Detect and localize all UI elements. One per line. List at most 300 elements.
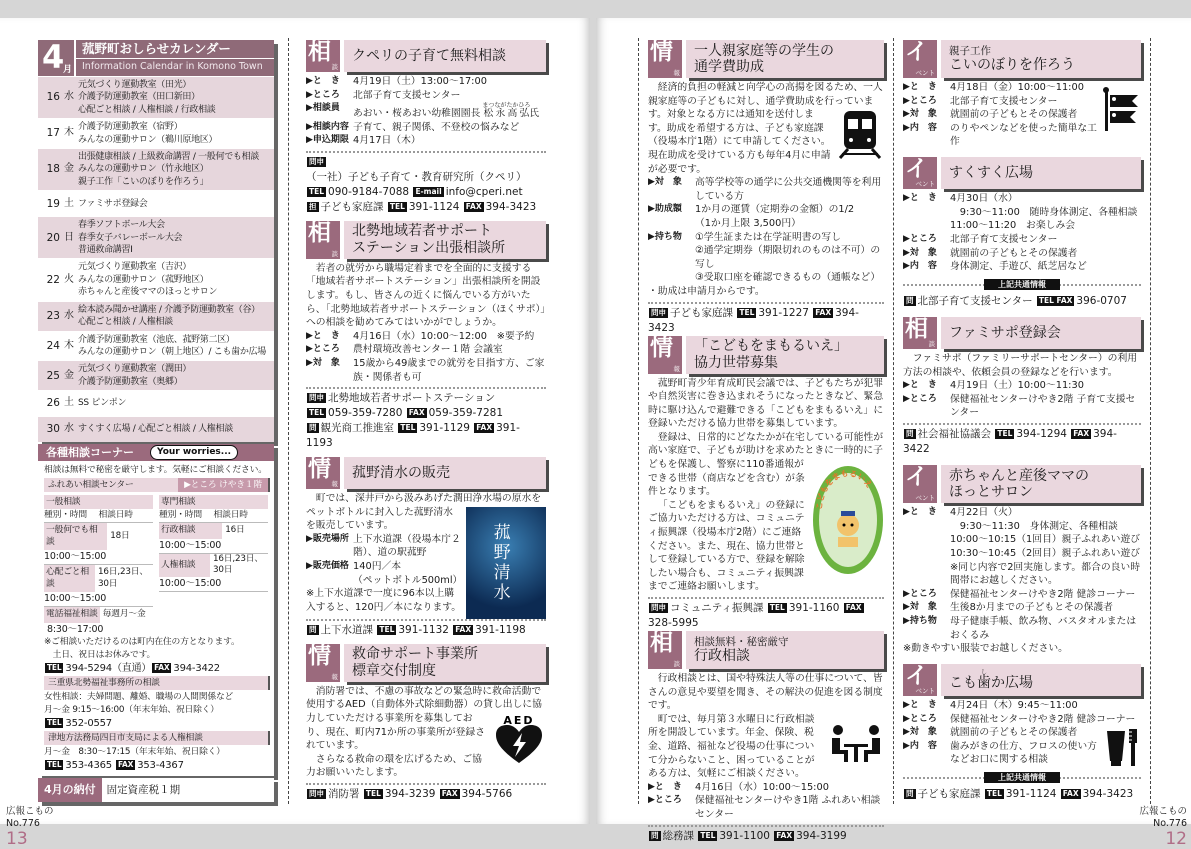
- article-title: [344, 221, 546, 259]
- item-label: ▶対 象: [306, 357, 340, 368]
- calendar-event: みんなの運動サロン（朝上地区）/ こも歯か広場: [78, 346, 266, 357]
- badge-character: 相: [905, 316, 928, 343]
- badge-character: イ: [905, 39, 928, 65]
- value-line: 保健福祉センターけやき2階 健診コーナー: [950, 713, 1136, 725]
- calendar-events: [78, 198, 274, 210]
- consult-date: 16日,23日、30日: [97, 567, 148, 589]
- calendar-event: 春季女子バレーボール大会: [78, 232, 183, 243]
- calendar-title: 菰野町おしらせカレンダー: [76, 40, 274, 59]
- phone-time: 8:30～17:00: [47, 623, 104, 635]
- article-body: [648, 672, 884, 822]
- consult-note: 土日、祝日はお休みです。: [44, 649, 156, 660]
- calendar-event: 元気づくり運動教室（吉沢）: [78, 262, 192, 273]
- paragraph: ファミサポ（ファミリーサポートセンター）の利用方法の相談や、依頼会員の登録などを行います。: [903, 353, 1138, 378]
- contact-line: [903, 427, 1141, 457]
- issue-number: No.776: [1153, 818, 1187, 829]
- calendar-weekday: 木: [64, 339, 74, 351]
- article-header: [903, 317, 1141, 349]
- article-header: [648, 336, 884, 374]
- info-item: [903, 247, 1141, 261]
- category-badge: [648, 336, 682, 374]
- value-line: 4月19日（土）13:00～17:00: [353, 76, 487, 87]
- contact-info: [306, 619, 546, 638]
- value-line: 1か月の運賃（定期券の金額）の1/2: [695, 204, 855, 216]
- consult-row: [159, 523, 268, 539]
- badge-label: 報: [673, 69, 680, 77]
- item-label: ▶対 象: [903, 727, 937, 738]
- item-value: [950, 122, 1097, 149]
- contact-text: 北勢地域若者サポートステーション: [328, 392, 496, 405]
- consult-header: [38, 444, 274, 461]
- paragraph: 登録は、日常的にどなたかが在宅している可能性が高い家庭で、子どもが助けを求めたときに一時的に子どもを保護し、警察に110番通報ができる世帯（商店などを含む）が条件となります。: [648, 431, 884, 498]
- title-line: ステーション出張相談所: [352, 239, 506, 256]
- calendar-day: 25: [46, 369, 60, 382]
- value-line: 上下水道課（役場本庁２階）、道の駅菰野: [353, 533, 461, 559]
- item-label: ▶と き: [903, 193, 937, 204]
- consult-tel: [44, 662, 268, 675]
- notice-article: [903, 40, 1141, 149]
- calendar-subtitle: Information Calendar in Komono Town: [82, 61, 263, 72]
- contact-text: 352-0557: [65, 717, 112, 729]
- info-item: [648, 781, 884, 795]
- title-line: 救命サポート事業所: [352, 646, 478, 663]
- kodomo-mamoru-ie-logo: [812, 465, 884, 575]
- info-item: [306, 533, 462, 560]
- calendar-events: [78, 151, 274, 188]
- calendar-row: [38, 76, 274, 118]
- calendar-row: [38, 301, 274, 331]
- value-line: 北部子育て支援センター: [950, 95, 1058, 107]
- column-2: [306, 40, 546, 802]
- item-label: ▶ところ: [903, 393, 937, 404]
- badge-label: 談: [928, 340, 935, 349]
- value-line: 140円／本: [353, 560, 402, 572]
- calendar-event: 春季ソフトボール大会: [78, 220, 165, 231]
- tel-label: TEL: [997, 429, 1013, 438]
- fax-label: FAX: [408, 408, 425, 418]
- contact-text: 子ども家庭課: [320, 200, 387, 213]
- notice-article: [903, 317, 1141, 457]
- contact-text: 391-1193: [306, 422, 520, 450]
- article-title: [941, 40, 1141, 78]
- calendar-row: [38, 258, 274, 300]
- shared-info-label: 上記共通情報: [984, 279, 1060, 290]
- consult-note: ※ご相談いただけるのは町内在住の方となります。: [44, 636, 240, 647]
- calendar-day: 22: [46, 273, 60, 286]
- left-column: [38, 40, 274, 802]
- 問-label: 問: [309, 625, 317, 634]
- consult-time: 10:00～15:00: [159, 577, 268, 592]
- value-line: 15歳から49歳までの就労を目指す方、ご家族・関係者も可: [353, 357, 545, 383]
- fax-label: FAX: [1062, 789, 1079, 798]
- consult-type: 行政相談: [159, 523, 222, 539]
- special-heading: 専門相談: [159, 495, 268, 509]
- contact-text: 394-3422: [173, 662, 220, 674]
- calendar-event: ファミサポ登録会: [78, 198, 148, 209]
- value-line: 就園前の子どもとその保護者: [950, 727, 1078, 739]
- consult-row: [44, 565, 153, 592]
- article-body: [648, 377, 884, 595]
- contact-text: 353-4365: [65, 759, 115, 771]
- article-body: [903, 506, 1141, 656]
- tel-label: TEL: [700, 830, 716, 840]
- tel-label: TEL: [769, 603, 785, 612]
- info-item: [306, 89, 546, 103]
- contact-info: [648, 302, 884, 336]
- contact-text: 391-1132: [398, 624, 453, 636]
- title-line: ほっとサロン: [949, 484, 1033, 501]
- value-line: 高等学校等の通学に公共交通機関等を利用している方: [695, 177, 882, 202]
- category-badge: [903, 40, 937, 78]
- column-3: [648, 39, 884, 842]
- hokusei-tel: [44, 717, 268, 730]
- info-item: [306, 102, 546, 121]
- tel-label: TEL: [389, 201, 405, 211]
- value-line: 4月22日（火）: [950, 507, 1018, 519]
- tax-payment: [38, 778, 274, 802]
- item-label: ▶助成額: [648, 204, 682, 215]
- info-item: [903, 699, 1141, 713]
- item-value: [353, 560, 462, 587]
- consult-date: 16日,23日、30日: [212, 553, 263, 576]
- article-header: [903, 40, 1141, 78]
- item-label: ▶販売価格: [306, 560, 349, 571]
- 担-label: 担: [309, 201, 317, 211]
- info-item: [903, 379, 1141, 393]
- 問申-label: 問申: [651, 603, 666, 612]
- consult-title: 各種相談コーナー: [46, 446, 134, 460]
- general-consult-table: [44, 493, 153, 607]
- consult-row: [159, 554, 268, 577]
- calendar-events: [78, 423, 274, 435]
- item-label: ▶内 容: [903, 261, 937, 272]
- info-item: [903, 192, 1141, 233]
- item-value: [950, 95, 1097, 109]
- 問-label: 問: [309, 423, 317, 433]
- fax-label: FAX: [455, 625, 472, 634]
- item-label: ▶ところ: [306, 344, 340, 355]
- phone-days: 毎週月～金: [102, 609, 146, 620]
- contact-line: [648, 306, 884, 336]
- tel-label: TEL: [365, 789, 381, 798]
- calendar-day: 26: [46, 397, 60, 410]
- item-label: ▶相談員: [306, 103, 340, 114]
- ruby-base: 松永高弘: [482, 108, 531, 120]
- paragraph: 若者の就労から職場定着までを全面的に支援する「地域若者サポートステーション」出張相談所を開設します。もし、皆さんの近くに悩んでいる方がいたら、「北勢地域若者サポートステーション（ほくサポ）」への相談を勧めてみてはいかがでしょうか。: [306, 262, 546, 329]
- value-line: 4月18日（金）10:00～11:00: [950, 82, 1084, 93]
- ruby-reading: し: [977, 668, 991, 676]
- item-value: [695, 176, 884, 203]
- contact-line: [306, 155, 546, 185]
- article-title: [941, 664, 1141, 696]
- item-value: [950, 393, 1141, 420]
- contact-text: 総務課: [662, 829, 698, 842]
- calendar-event: 赤ちゃんと産後ママのほっとサロン: [78, 287, 218, 298]
- houmu-heading: 津地方法務局四日市支局による人権相談: [48, 732, 203, 743]
- category-badge: [306, 221, 340, 259]
- calendar-events: [78, 261, 274, 298]
- contact-info: [306, 387, 546, 451]
- category-badge: [306, 457, 340, 489]
- calendar-weekday: 火: [64, 273, 74, 285]
- info-item: [903, 393, 1141, 420]
- calendar-weekday: 土: [64, 397, 74, 409]
- article-title: [344, 457, 546, 489]
- item-value: [353, 89, 546, 103]
- meeting-icon: [828, 724, 884, 764]
- item-label: ▶と き: [306, 76, 340, 86]
- calendar-weekday: 水: [64, 309, 74, 321]
- calendar-event: みんなの運動サロン（菰野地区）: [78, 274, 209, 285]
- info-item: [306, 560, 462, 587]
- badge-character: 相: [308, 219, 331, 246]
- value-line: 就園前の子どもとその保護者: [950, 109, 1078, 121]
- calendar-event: すくすく広場 / 心配ごと相談 / 人権相談: [78, 424, 233, 435]
- houmu-line: 月～金 8:30～17:15（年末年始、祝日除く）: [44, 746, 225, 757]
- consult-date: 18日: [110, 531, 130, 542]
- note: ・助成は申請月からです。: [648, 285, 765, 297]
- contact-text: 059-359-7280: [328, 407, 406, 420]
- item-value: [950, 740, 1101, 767]
- title-line: 通学費助成: [694, 59, 764, 75]
- calendar-event: みんなの運動サロン（竹永地区）: [78, 164, 209, 175]
- badge-label: 報: [673, 364, 680, 373]
- value-line: 10:30～10:45（2回目）親子ふれあい遊び: [950, 548, 1141, 560]
- item-value: [950, 260, 1141, 274]
- paragraph: さらなる救命の環を広げるため、ご協力お願いいたします。: [306, 753, 482, 779]
- title-line: ファミサポ登録会: [949, 324, 1061, 341]
- contact-text: 394-3423: [648, 306, 859, 334]
- contact-text: 394-5294（直通）: [65, 662, 152, 674]
- svg-text:AED: AED: [503, 713, 535, 727]
- value-line: 就園前の子どもとその保護者: [950, 247, 1078, 259]
- paragraph: 町では、深井戸から汲みあげた潤田浄水場の原水をペットボトルに封入した菰野清水を販売しています。: [306, 493, 542, 532]
- column-divider: [893, 38, 894, 804]
- info-item: [306, 357, 546, 384]
- koinobori-icon: [1101, 87, 1141, 131]
- contact-text: （一社）子ども子育て・教育研究所（クペリ）: [306, 170, 527, 183]
- title-line: 標章交付制度: [352, 662, 436, 679]
- calendar-row: [38, 190, 274, 216]
- speech-bubble: Your worries...: [150, 445, 238, 460]
- contact-text: 391-1124: [1005, 788, 1060, 800]
- article-subtitle: 親子工作: [949, 44, 991, 57]
- title-line-pre: こも: [949, 674, 977, 691]
- item-label: ▶申込期限: [306, 135, 349, 146]
- item-value: [353, 357, 546, 384]
- ruby-text: [482, 102, 531, 120]
- calendar-event: 親子工作「こいのぼりを作ろう」: [78, 176, 209, 187]
- item-value: [950, 726, 1101, 740]
- article-body: [306, 262, 546, 384]
- article-title: [344, 40, 546, 72]
- 問-label: 問: [651, 830, 659, 840]
- contact-text: info@cperi.net: [445, 185, 523, 198]
- item-label: ▶持ち物: [903, 616, 937, 626]
- badge-character: 相: [650, 630, 673, 656]
- 問申-label: 問申: [309, 156, 324, 166]
- payment-value: 固定資産税１期: [106, 784, 181, 796]
- fax-label: FAX: [845, 603, 862, 612]
- article-body: [648, 81, 884, 299]
- item-label: ▶ところ: [903, 234, 937, 244]
- consult-intro: 相談は無料で秘密を厳守します。気軽にご相談ください。: [44, 465, 267, 476]
- info-item: [306, 75, 546, 89]
- calendar-events: [78, 334, 274, 359]
- publication-name: 広報こもの: [6, 806, 54, 817]
- column-divider: [1150, 38, 1151, 804]
- tel-label: TEL: [309, 186, 325, 196]
- article-title: [686, 631, 884, 669]
- col-type: 種別・時間: [44, 510, 87, 521]
- page-number: 13: [6, 829, 28, 849]
- value-line-pre: あおい・桜あおい幼稚園園長: [353, 108, 484, 120]
- item-label: ▶内 容: [903, 122, 937, 133]
- value-line-post: 氏: [529, 108, 540, 120]
- value-line: ※同じ内容で2回実施します。都合の良い時間帯にお越しください。: [950, 561, 1141, 587]
- item-value: [950, 506, 1141, 588]
- contact-line: [648, 829, 884, 844]
- article-body: [903, 81, 1141, 149]
- info-item: [903, 588, 1141, 602]
- badge-label: 談: [331, 63, 338, 71]
- value-line: ③受取口座を確認できるもの（通帳など）: [695, 272, 881, 284]
- item-value: [950, 108, 1097, 122]
- aed-icon: [492, 713, 546, 765]
- article-body: [306, 685, 546, 780]
- contact-text: 059-359-7281: [428, 407, 504, 420]
- calendar-event: 心配ごと相談 / 人権相談: [78, 317, 173, 328]
- calendar-row: [38, 360, 274, 390]
- badge-label: 報: [331, 480, 338, 488]
- shared-info-divider: [903, 773, 1141, 782]
- tel-label: TEL: [47, 717, 62, 727]
- calendar-day: 30: [46, 423, 60, 436]
- poster-title: 菰野清水: [489, 523, 510, 603]
- month-unit: 月: [62, 65, 72, 75]
- value-line: 母子健康手帳、飲み物、バスタオルまたはおくるみ: [950, 616, 1137, 641]
- paragraph: 菰野町青少年育成町民会議では、子どもたちが犯罪や自然災害に巻き込まれそうになったときなど、緊急時に駆け込んで避難できる「こどもをまもるいえ」に登録いただける協力世帯を募集しています。: [648, 377, 884, 430]
- item-label: ▶と き: [903, 507, 937, 518]
- shared-info-divider: [903, 279, 1141, 289]
- calendar-weekday: 金: [64, 369, 74, 381]
- value-line: 4月30日（水）: [950, 193, 1018, 205]
- value-line: ①学生証または在学証明書の写し: [695, 231, 841, 243]
- publication-name: 広報こもの: [1139, 806, 1187, 817]
- hokusei-line: 月～金 9:15～16:00（年末年始、祝日除く）: [44, 704, 219, 715]
- title-line: 「こどもをまもるいえ」: [694, 338, 848, 354]
- item-value: [950, 615, 1141, 642]
- 問-label: 問: [906, 295, 914, 305]
- contact-text: 上下水道課: [320, 624, 377, 636]
- special-consult-table: [159, 493, 268, 607]
- column-headers: [159, 509, 268, 523]
- contact-line: [648, 601, 884, 631]
- calendar-row: [38, 216, 274, 258]
- title-line: 北勢地域若者サポート: [352, 223, 492, 240]
- info-item: [903, 740, 1101, 767]
- tel-label: TEL: [47, 759, 62, 769]
- general-heading: 一般相談: [44, 495, 153, 509]
- ruby-reading: まつながたかひろ: [482, 102, 531, 110]
- badge-label: ベント: [915, 494, 935, 503]
- item-value: [695, 794, 884, 821]
- article-header: [306, 221, 546, 259]
- item-label: ▶と き: [903, 380, 937, 391]
- calendar-events: [78, 304, 274, 329]
- calendar-event: みんなの運動サロン（鵜川原地区）: [78, 134, 218, 145]
- article-body: [903, 192, 1141, 274]
- train-icon: [836, 109, 884, 159]
- badge-character: 情: [650, 39, 673, 65]
- badge-label: 談: [673, 660, 680, 668]
- badge-character: 情: [308, 642, 331, 669]
- notice-article: [306, 221, 546, 451]
- paragraph: 消防署では、不慮の事故などの緊急時に救命活動で使用するAED（自動体外式除細動器）の貸し出しに協力していただける事業所を募集しており、現在、町内71か所の事業所が登録されています。: [306, 685, 542, 752]
- contact-info: [648, 597, 884, 631]
- contact-line: [306, 623, 546, 638]
- tel-label: TEL: [47, 662, 62, 672]
- fax-label: FAX: [476, 423, 493, 433]
- article-header: [903, 157, 1141, 189]
- item-label: ▶対 象: [903, 247, 937, 258]
- consult-time: 10:00～15:00: [44, 592, 153, 607]
- payment-label: 4月の納付: [38, 778, 102, 802]
- contact-info: [903, 292, 1141, 309]
- column-divider: [288, 38, 289, 804]
- category-badge: [903, 465, 937, 503]
- item-value: [950, 699, 1141, 713]
- item-value: [950, 233, 1141, 247]
- calendar-weekday: 水: [64, 91, 74, 103]
- value-line: のりやペンなどを使った簡単な工作: [950, 122, 1097, 148]
- value-line: 農村環境改善センター１階 会議室: [353, 344, 503, 356]
- contact-text: 北部子育て支援センター: [917, 294, 1036, 307]
- item-label: ▶対 象: [903, 109, 937, 120]
- water-poster-image: [466, 507, 546, 619]
- article-title: [941, 465, 1141, 503]
- badge-character: 情: [650, 334, 673, 361]
- calendar-event: 介護予防運動教室（田口新田）: [78, 92, 200, 103]
- calendar-day: 24: [46, 339, 60, 352]
- info-item: [903, 122, 1097, 149]
- contact-line: [306, 200, 546, 215]
- calendar-month: [38, 40, 76, 76]
- notice-article: [903, 465, 1141, 656]
- contact-info: [903, 785, 1141, 802]
- calendar-day: 20: [46, 231, 60, 244]
- title-line: すくすく広場: [949, 164, 1033, 181]
- item-label: ▶相談内容: [306, 121, 349, 132]
- notice-article: [648, 40, 884, 336]
- consult-row: [44, 523, 153, 550]
- calendar-event: 心配ごと相談 / 人権相談 / 行政相談: [78, 104, 216, 115]
- notice-article: [903, 664, 1141, 802]
- item-label: ▶持ち物: [648, 231, 682, 242]
- contact-text: 391-1227: [758, 306, 813, 319]
- phone-type: 電話福祉相談: [44, 607, 100, 623]
- item-value: [695, 203, 884, 230]
- contact-line: [306, 421, 546, 451]
- calendar-weekday: 木: [64, 127, 74, 139]
- info-item: [648, 231, 884, 285]
- info-item: [903, 81, 1097, 95]
- info-item: [648, 794, 884, 821]
- consult-type: 心配ごと相談: [44, 565, 95, 592]
- contact-line: [306, 787, 546, 802]
- value-line: 歯みがきの仕方、フロスの使い方などお口に関する相談: [950, 740, 1097, 766]
- contact-text: 394-1294: [1016, 428, 1071, 440]
